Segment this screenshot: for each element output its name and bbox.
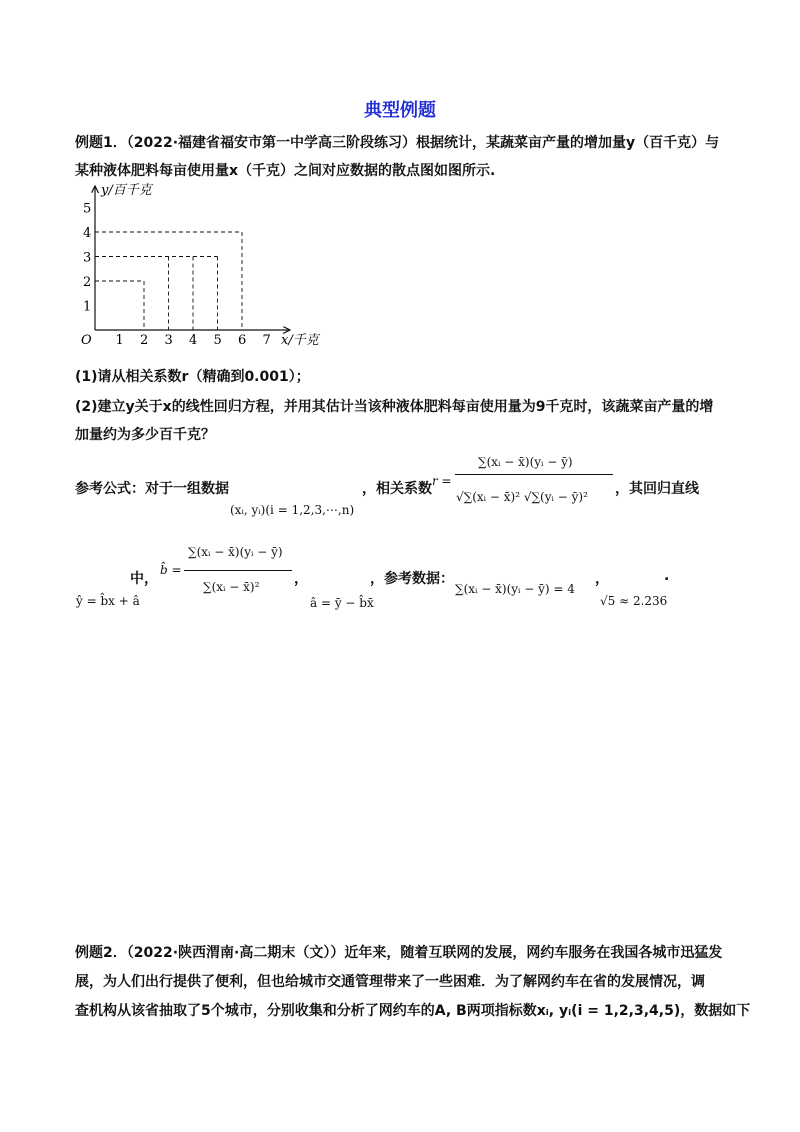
formula-corr-label: ，相关系数 [362, 481, 432, 497]
example2-line2: 展，为人们出行提供了便利，但也给城市交通管理带来了一些困难．为了解网约车在省的发展情况，调 [75, 974, 705, 990]
x-tick-label: 5 [213, 333, 222, 348]
x-tick-label: 3 [164, 333, 173, 348]
origin-label: O [81, 333, 92, 348]
data-set-notation: (xᵢ, yᵢ)(i = 1,2,3,⋯,n) [230, 503, 355, 517]
example2-line3: 查机构从该省抽取了5个城市，分别收集和分析了网约车的A, B两项指标数xᵢ, yᵢ(i = 1,2,3,4,5)，数据如下 [75, 1003, 751, 1019]
a-hat-formula: â = ȳ − b̂x̄ [310, 596, 374, 610]
y-axis-label: y/百千克 [101, 183, 152, 198]
b-fraction-bar [184, 570, 292, 571]
y-tick-label: 3 [83, 250, 92, 266]
example2-line1: 例题2．（2022·陕西渭南·高二期末（文））近年来，随着互联网的发展，网约车服务在我国各城市迅猛发 [75, 945, 723, 961]
formula-ref-label: ，参考数据： [370, 571, 454, 587]
r-fraction-bar [455, 474, 613, 475]
x-tick-label: 4 [189, 333, 198, 348]
question1: (1)请从相关系数r（精确到0.001）； [75, 369, 310, 385]
b-numerator: ∑(xᵢ − x̄)(yᵢ − ȳ) [188, 545, 283, 559]
formula-intro: 参考公式：对于一组数据 [75, 481, 229, 497]
formula-reg-label: ，其回归直线 [615, 481, 699, 497]
reference-sum: ∑(xᵢ − x̄)(yᵢ − ȳ) = 4 [455, 582, 575, 596]
period: . [664, 568, 670, 584]
r-label: r = [432, 474, 452, 488]
r-denominator: √∑(xᵢ − x̄)² √∑(yᵢ − ȳ)² [456, 490, 588, 504]
regression-line: ŷ = b̂x + â [76, 594, 140, 608]
y-tick-label: 2 [83, 275, 92, 290]
example1-line1: 例题1．（2022·福建省福安市第一中学高三阶段练习）根据统计，某蔬菜亩产量的增加量y（百千克）与 [75, 135, 720, 151]
x-tick-label: 1 [115, 333, 124, 348]
comma-1: ， [294, 571, 308, 587]
formula-in-label: 中， [130, 571, 158, 587]
y-tick-label: 4 [83, 226, 92, 241]
b-label: b̂ = [160, 563, 182, 577]
x-axis-label: x/千克 [281, 333, 319, 348]
x-tick-label: 2 [140, 333, 149, 348]
y-tick-label: 1 [83, 299, 92, 315]
comma-2: ， [595, 571, 609, 587]
y-tick-label: 5 [83, 201, 92, 217]
question2-line2: 加量约为多少百千克？ [75, 427, 215, 443]
page-title: 典型例题 [364, 100, 436, 121]
r-numerator: ∑(xᵢ − x̄)(yᵢ − ȳ) [478, 455, 573, 469]
example1-line2: 某种液体肥料每亩使用量x（千克）之间对应数据的散点图如图所示. [75, 163, 496, 179]
scatter-chart [75, 178, 335, 353]
x-tick-label: 7 [262, 333, 271, 348]
sqrt5-approx: √5 ≈ 2.236 [600, 594, 668, 608]
b-denominator: ∑(xᵢ − x̄)² [203, 580, 260, 594]
question2-line1: (2)建立y关于x的线性回归方程，并用其估计当该种液体肥料每亩使用量为9千克时，该蔬菜亩产量的增 [75, 399, 714, 415]
x-tick-label: 6 [238, 333, 247, 348]
